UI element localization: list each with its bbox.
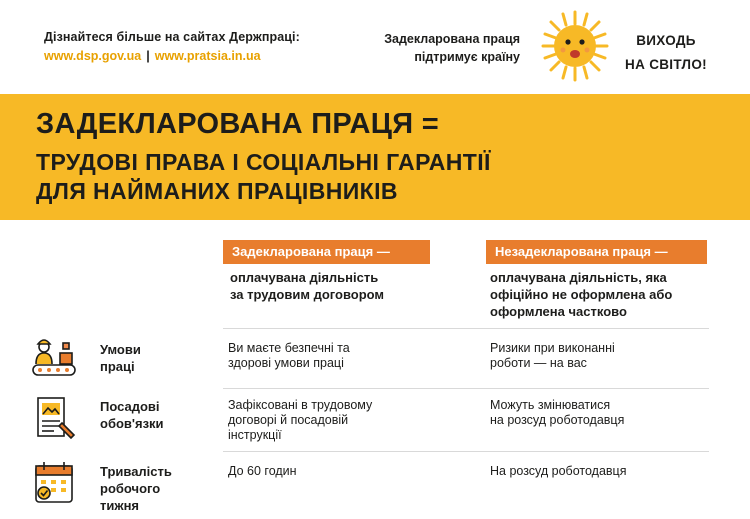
cell-line-1: Можуть змінюватися bbox=[490, 398, 611, 412]
divider bbox=[223, 451, 709, 452]
banner-subtitle-line-1: ТРУДОВІ ПРАВА І СОЦІАЛЬНІ ГАРАНТІЇ bbox=[36, 149, 491, 175]
undeclared-definition bbox=[490, 269, 720, 320]
slogan-line-1: Задекларована праця bbox=[384, 32, 520, 46]
row-label-line-1: Тривалість bbox=[100, 464, 172, 479]
declared-def-line-1: оплачувана діяльність bbox=[230, 270, 379, 285]
row-label-line-2: обов'язки bbox=[100, 416, 164, 431]
undeclared-cell bbox=[490, 398, 710, 428]
undeclared-def-line-2: офіційно не оформлена або bbox=[490, 287, 673, 302]
cell-line-2: на розсуд роботодавця bbox=[490, 413, 625, 427]
row-label-work-week bbox=[100, 463, 195, 514]
undeclared-cell bbox=[490, 464, 710, 479]
declared-cell bbox=[228, 464, 448, 479]
row-label-line-3: тижня bbox=[100, 498, 140, 513]
cell-line-1: До 60 годин bbox=[228, 464, 297, 478]
cta-line-2: НА СВІТЛО! bbox=[625, 57, 707, 72]
divider bbox=[223, 388, 709, 389]
cta-line-1: ВИХОДЬ bbox=[636, 33, 696, 48]
cell-line-2: роботи — на вас bbox=[490, 356, 587, 370]
undeclared-def-line-1: оплачувана діяльність, яка bbox=[490, 270, 667, 285]
cta bbox=[618, 29, 714, 77]
link-dsp[interactable]: www.dsp.gov.ua bbox=[44, 49, 142, 63]
row-label-duties bbox=[100, 398, 195, 432]
declared-cell bbox=[228, 398, 448, 443]
banner bbox=[0, 94, 750, 220]
info-block bbox=[44, 30, 300, 63]
sun-mascot-icon bbox=[535, 4, 615, 88]
document-pen-icon bbox=[30, 395, 80, 441]
declared-definition bbox=[230, 269, 430, 303]
link-pratsia[interactable]: www.pratsia.in.ua bbox=[154, 49, 261, 63]
cell-line-2: договорі й посадовій bbox=[228, 413, 349, 427]
declared-tag: Задекларована праця — bbox=[223, 240, 430, 264]
links bbox=[44, 49, 300, 63]
banner-subtitle bbox=[36, 148, 491, 206]
divider bbox=[223, 328, 709, 329]
calendar-icon bbox=[30, 460, 80, 506]
link-separator: | bbox=[146, 49, 150, 63]
slogan-line-2: підтримує країну bbox=[414, 50, 520, 64]
cell-line-2: здорові умови праці bbox=[228, 356, 344, 370]
conveyor-worker-icon bbox=[30, 333, 80, 379]
row-label-line-2: праці bbox=[100, 359, 135, 374]
row-label-line-1: Умови bbox=[100, 342, 141, 357]
cell-line-1: Ризики при виконанні bbox=[490, 341, 615, 355]
row-label-working-conditions bbox=[100, 341, 195, 375]
declared-def-line-2: за трудовим договором bbox=[230, 287, 385, 302]
banner-title: ЗАДЕКЛАРОВАНА ПРАЦЯ = bbox=[36, 108, 439, 140]
undeclared-def-line-3: оформлена частково bbox=[490, 304, 627, 319]
banner-subtitle-line-2: ДЛЯ НАЙМАНИХ ПРАЦІВНИКІВ bbox=[36, 178, 398, 204]
undeclared-tag: Незадекларована праця — bbox=[486, 240, 707, 264]
declared-cell bbox=[228, 341, 448, 371]
slogan bbox=[384, 30, 520, 66]
row-label-line-1: Посадові bbox=[100, 399, 160, 414]
cell-line-1: На розсуд роботодавця bbox=[490, 464, 627, 478]
undeclared-cell bbox=[490, 341, 710, 371]
cell-line-1: Ви маєте безпечні та bbox=[228, 341, 350, 355]
cell-line-1: Зафіксовані в трудовому bbox=[228, 398, 373, 412]
info-text: Дізнайтеся більше на сайтах Держпраці: bbox=[44, 30, 300, 44]
cell-line-3: інструкції bbox=[228, 428, 282, 442]
row-label-line-2: робочого bbox=[100, 481, 161, 496]
